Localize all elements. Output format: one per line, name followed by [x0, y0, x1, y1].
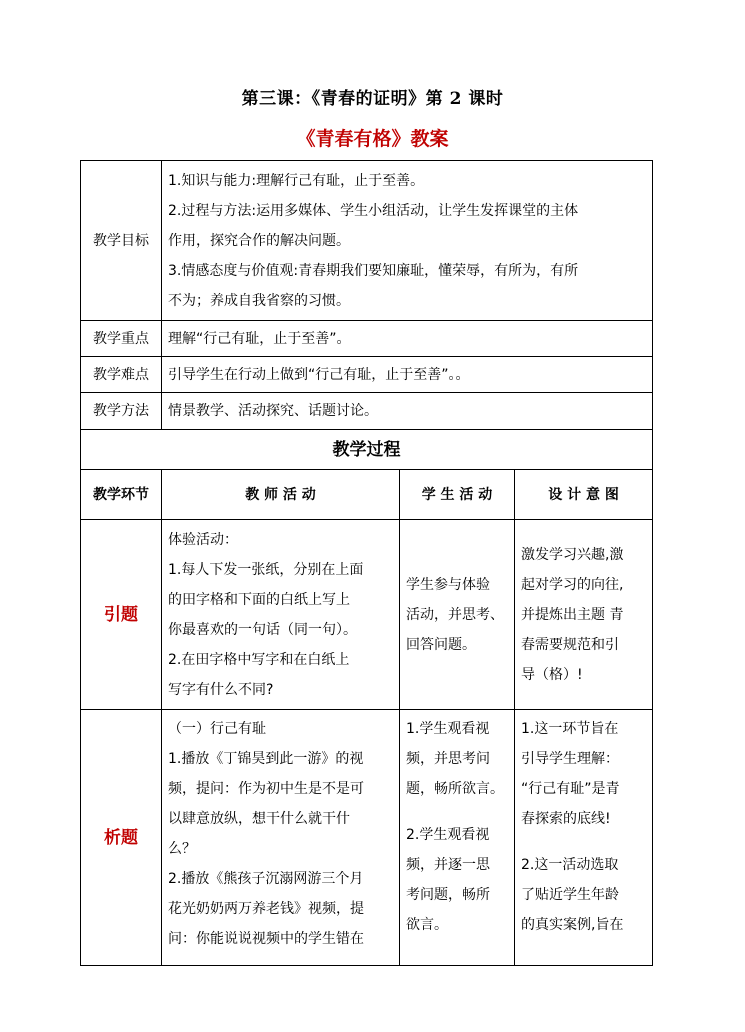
- objective-line: 作用，探究合作的解决问题。: [168, 232, 350, 249]
- text-line: 导（格）!: [521, 666, 583, 683]
- text-line: 1.这一环节旨在: [521, 721, 619, 737]
- lesson-subtitle: 《青春有格》教案: [296, 128, 449, 150]
- text-line: 激发学习兴趣,激: [521, 546, 624, 563]
- text-line: 的田字格和下面的白纸上写上: [168, 591, 350, 608]
- text-line: 频，提问：作为初中生是不是可: [168, 781, 364, 797]
- text-line: 回答问题。: [406, 636, 476, 653]
- table-row: [81, 393, 653, 430]
- table-row: [81, 321, 653, 357]
- text-line: 频，并思考问: [406, 751, 490, 767]
- objective-line: 1.知识与能力:理解行己有耻，止于至善。: [168, 172, 425, 189]
- text-line: 引导学生理解：: [521, 751, 619, 767]
- text-line: 2.这一活动选取: [521, 857, 619, 873]
- text-line: （一）行己有耻: [168, 721, 266, 737]
- text-line: 并提炼出主题 青: [521, 606, 624, 623]
- text-line: “行己有耻”是青: [521, 781, 620, 797]
- objective-line: 2.过程与方法:运用多媒体、学生小组活动，让学生发挥课堂的主体: [168, 202, 579, 219]
- text-line: 题，畅所欲言。: [406, 781, 504, 797]
- text-line: 你最喜欢的一句话（同一句）。: [168, 621, 357, 638]
- section-title: 教学过程: [81, 430, 653, 470]
- text-line: 春探索的底线!: [521, 811, 611, 827]
- row-label: 教学重点: [81, 321, 162, 357]
- column-header: 教学环节: [81, 470, 162, 520]
- stage-label: 析题: [81, 710, 162, 966]
- text-line: 问：你能说说视频中的学生错在: [168, 931, 364, 947]
- text-line: 活动，并思考、: [406, 606, 504, 623]
- spacer: [521, 834, 646, 850]
- text-line: 学生参与体验: [406, 576, 490, 593]
- table-row: [81, 520, 653, 710]
- text-line: 起对学习的向往,: [521, 576, 624, 593]
- table-header-row: [81, 470, 653, 520]
- row-label: 教学方法: [81, 393, 162, 430]
- text-line: 1.每人下发一张纸，分别在上面: [168, 561, 364, 578]
- text-line: 2.在田字格中写字和在白纸上: [168, 651, 350, 668]
- spacer: [406, 804, 508, 820]
- text-line: 1.学生观看视: [406, 721, 490, 737]
- text-line: 了贴近学生年龄: [521, 887, 619, 903]
- text-line: 以肆意放纵，想干什么就干什: [168, 811, 350, 827]
- method-cell: 情景教学、活动探究、话题讨论。: [162, 393, 653, 430]
- stage-label: 引题: [81, 520, 162, 710]
- table-row: [81, 430, 653, 470]
- text-line: 么？: [168, 841, 196, 857]
- student-activity-cell: [400, 520, 515, 710]
- text-line: 花光奶奶两万养老钱》视频，提: [168, 901, 364, 917]
- teacher-activity-cell: [162, 710, 400, 966]
- table-row: [81, 161, 653, 321]
- row-label: 教学难点: [81, 357, 162, 393]
- lesson-title: 第三课：《青春的证明》第 2 课时: [241, 89, 504, 109]
- text-line: 写字有什么不同?: [168, 681, 274, 698]
- text-line: 1.播放《丁锦昊到此一游》的视: [168, 751, 364, 767]
- text-line: 的真实案例,旨在: [521, 917, 624, 933]
- text-line: 频，并逐一思: [406, 857, 490, 873]
- teacher-activity-cell: [162, 520, 400, 710]
- text-line: 欲言。: [406, 917, 448, 933]
- text-line: 体验活动：: [168, 531, 238, 548]
- text-line: 2.学生观看视: [406, 827, 490, 843]
- table-row: [81, 710, 653, 966]
- objective-line: 不为；养成自我省察的习惯。: [168, 292, 350, 309]
- objective-line: 3.情感态度与价值观:青春期我们要知廉耻，懂荣辱，有所为，有所: [168, 262, 579, 279]
- column-header: 教 师 活 动: [162, 470, 400, 520]
- lesson-plan-table: [80, 160, 653, 966]
- row-label: 教学目标: [81, 161, 162, 321]
- column-header: 设 计 意 图: [515, 470, 653, 520]
- text-line: 春需要规范和引: [521, 636, 619, 653]
- text-line: 2.播放《熊孩子沉溺网游三个月: [168, 871, 364, 887]
- student-activity-cell: [400, 710, 515, 966]
- text-line: 考问题，畅所: [406, 887, 490, 903]
- objectives-cell: [162, 161, 653, 321]
- key-point-cell: 理解“行己有耻，止于至善”。: [162, 321, 653, 357]
- design-intent-cell: [515, 520, 653, 710]
- column-header: 学 生 活 动: [400, 470, 515, 520]
- table-row: [81, 357, 653, 393]
- difficulty-cell: 引导学生在行动上做到“行己有耻，止于至善”。。: [162, 357, 653, 393]
- design-intent-cell: [515, 710, 653, 966]
